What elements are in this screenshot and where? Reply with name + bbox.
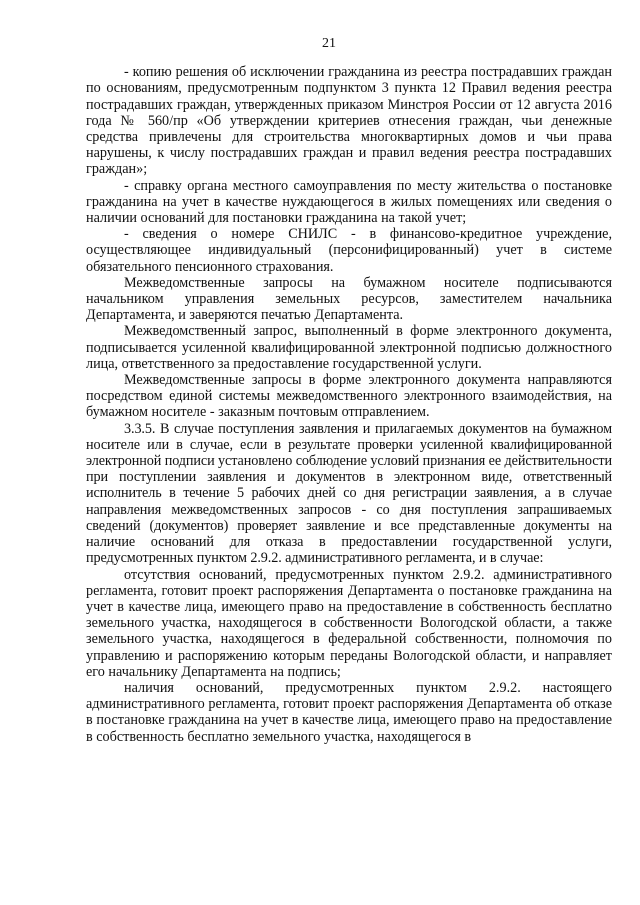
paragraph-electronic-request: Межведомственный запрос, выполненный в форме электронного документа, подписывается усиленной квалифицированной электронной подписью должностного лица, ответственного за предоставление государственной услуги. <box>86 323 612 372</box>
paragraph-snils-info: - сведения о номере СНИЛС - в финансово-кредитное учреждение, осуществляющее индивидуальный (персонифицированный) учет в системе обязательного пенсионного страхования. <box>86 226 612 275</box>
paragraph-3-3-5: 3.3.5. В случае поступления заявления и прилагаемых документов на бумажном носителе или в случае, если в результате проверки усиленной квалифицированной электронной подписи установлено соблюдение условий признания ее действительности при поступлении заявления и документов в электронном виде, ответственный исполнитель в течение 5 рабочих дней со дня регистрации заявления, а в случае направления межведомственных запросов - со дня поступления запрашиваемых сведений (документов) проверяет заявление и все представленные документы на наличие оснований для отказа в предоставлении государственной услуги, предусмотренных пунктом 2.9.2. административного регламента, и в случае: <box>86 420 612 567</box>
paragraph-request-delivery: Межведомственные запросы в форме электронного документа направляются посредством единой системы межведомственного электронного взаимодействия, на бумажном носителе - заказным почтовым отправлением. <box>86 372 612 421</box>
paragraph-local-authority-certificate: - справку органа местного самоуправления по месту жительства о постановке гражданина на учет в качестве нуждающегося в жилых помещениях или сведения о наличии оснований для постановки гражданина на такой учет; <box>86 177 612 227</box>
paragraph-decision-copy: - копию решения об исключении гражданина из реестра пострадавших граждан по основаниям, предусмотренным подпунктом 3 пункта 12 Правил ведения реестра пострадавших граждан, утвержденных приказом Минстроя России от 12 августа 2016 года № 560/пр «Об утверждении критериев отнесения граждан, чьи денежные средства привлечены для строительства многоквартирных домов и чьи права нарушены, к числу пострадавших граждан и правил ведения реестра пострадавших граждан»; <box>86 64 612 178</box>
paragraph-grounds-present: наличия оснований, предусмотренных пунктом 2.9.2. настоящего административного регламента, готовит проект распоряжения Департамента об отказе в постановке гражданина на учет в качестве лица, имеющего право на предоставление в собственность бесплатно земельного участка, находящегося в <box>86 679 612 745</box>
page-number: 21 <box>322 36 336 51</box>
paragraph-paper-requests: Межведомственные запросы на бумажном носителе подписываются начальником управления земельных ресурсов, заместителем начальника Департамента, и заверяются печатью Департамента. <box>86 274 612 324</box>
paragraph-no-grounds: отсутствия оснований, предусмотренных пунктом 2.9.2. административного регламента, готовит проект распоряжения Департамента о постановке гражданина на учет в качестве лица, имеющего право на предоставление в собственность бесплатно земельного участка, находящегося в собственности Вологодской области, а также земельного участка, находящегося в федеральной собственности, полномочия по управлению и распоряжению которым переданы Вологодской области, и направляет его начальнику Департамента на подпись; <box>86 566 612 680</box>
